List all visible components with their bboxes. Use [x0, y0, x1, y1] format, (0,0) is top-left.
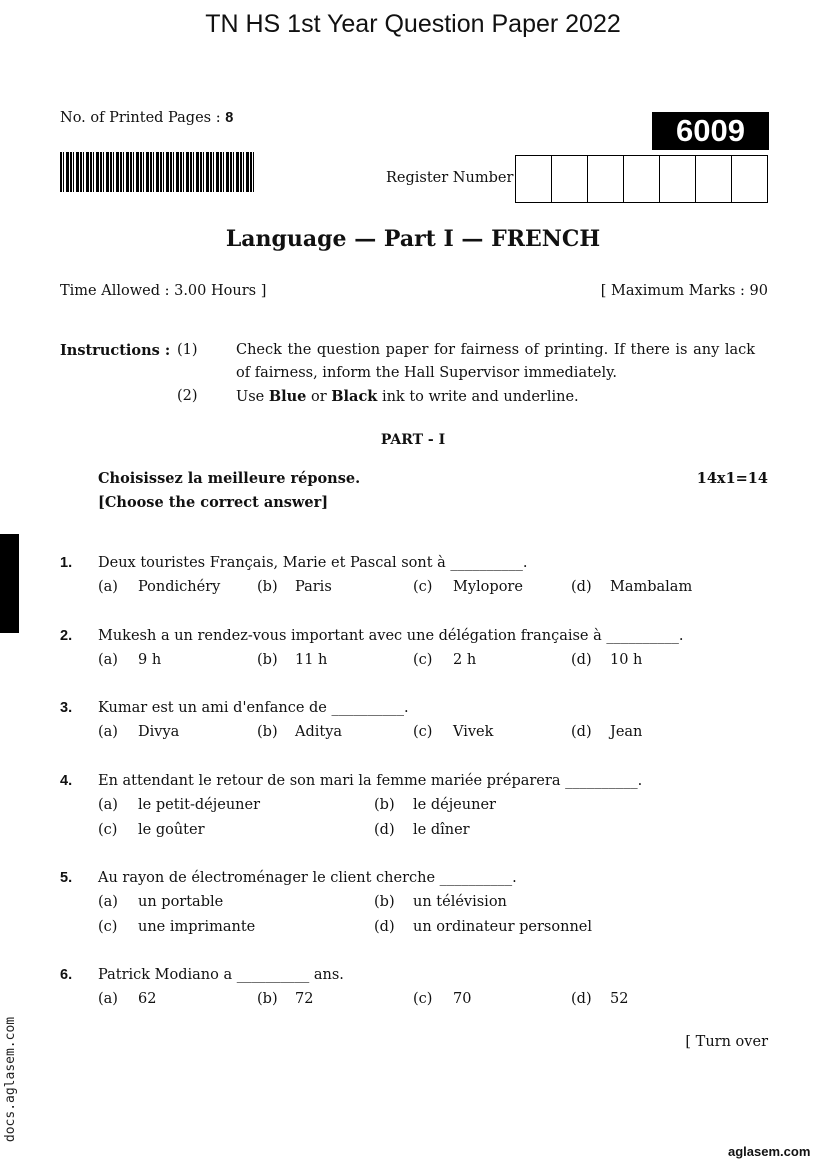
printed-pages-label: No. of Printed Pages :	[60, 110, 221, 126]
option-text: 52	[610, 991, 629, 1007]
page-title: TN HS 1st Year Question Paper 2022	[205, 10, 621, 38]
bold-black: Black	[331, 388, 378, 405]
option-label: (d)	[571, 652, 592, 668]
question-text: Mukesh a un rendez-vous important avec une délégation française à __________.	[98, 628, 684, 644]
option-text: 2 h	[453, 652, 477, 668]
footer-brand: aglasem.com	[728, 1144, 811, 1159]
option-text: le goûter	[138, 822, 205, 838]
instruction-text: Check the question paper for fairness of printing. If there is any lack	[236, 342, 756, 358]
text: Use	[236, 389, 269, 405]
register-box	[552, 156, 588, 202]
option-text: Paris	[295, 579, 332, 595]
instructions-label: Instructions :	[60, 342, 171, 359]
option-text: Pondichéry	[138, 579, 221, 595]
question-text: Patrick Modiano a __________ ans.	[98, 967, 344, 983]
option-text: le petit-déjeuner	[138, 797, 261, 813]
text: ink to write and underline.	[377, 389, 579, 405]
maximum-marks: [ Maximum Marks : 90	[600, 283, 768, 299]
question-number: 2.	[60, 628, 73, 644]
option-label: (c)	[98, 822, 118, 838]
question-text: Kumar est un ami d'enfance de __________.	[98, 700, 409, 716]
instruction-number: (2)	[177, 388, 198, 404]
option-text: le déjeuner	[413, 797, 496, 813]
register-box	[660, 156, 696, 202]
option-label: (d)	[571, 579, 592, 595]
option-text: Vivek	[453, 724, 494, 740]
option-text: Mambalam	[610, 579, 693, 595]
option-text: 70	[453, 991, 472, 1007]
option-label: (b)	[257, 579, 278, 595]
directive-french: Choisissez la meilleure réponse.	[98, 470, 361, 487]
register-box	[588, 156, 624, 202]
option-label: (b)	[374, 894, 395, 910]
option-label: (a)	[98, 991, 118, 1007]
margin-marker	[0, 534, 19, 633]
watermark: docs.aglasem.com	[3, 1016, 19, 1143]
option-text: 9 h	[138, 652, 162, 668]
option-label: (a)	[98, 724, 118, 740]
option-label: (a)	[98, 579, 118, 595]
option-label: (a)	[98, 797, 118, 813]
question-number: 4.	[60, 773, 73, 789]
option-label: (c)	[413, 991, 433, 1007]
question-number: 3.	[60, 700, 73, 716]
marks-scheme: 14x1=14	[696, 470, 768, 487]
register-box	[696, 156, 732, 202]
instruction-text	[236, 388, 579, 405]
subject-title: Language — Part I — FRENCH	[225, 226, 601, 252]
option-label: (d)	[571, 724, 592, 740]
barcode	[60, 152, 256, 192]
option-text: un ordinateur personnel	[413, 919, 592, 935]
register-number-label: Register Number	[386, 170, 514, 186]
option-text: le dîner	[413, 822, 470, 838]
question-number: 5.	[60, 870, 73, 886]
directive-english: [Choose the correct answer]	[98, 494, 329, 511]
option-text: un télévision	[413, 894, 507, 910]
option-label: (c)	[413, 724, 433, 740]
question-number: 6.	[60, 967, 73, 983]
register-box	[516, 156, 552, 202]
option-text: 11 h	[295, 652, 328, 668]
option-text: Mylopore	[453, 579, 523, 595]
option-label: (a)	[98, 894, 118, 910]
part-heading: PART - I	[380, 432, 446, 448]
printed-pages	[60, 110, 233, 126]
option-label: (c)	[413, 652, 433, 668]
option-label: (b)	[257, 652, 278, 668]
option-text: Divya	[138, 724, 180, 740]
option-label: (d)	[571, 991, 592, 1007]
option-text: Jean	[610, 724, 643, 740]
register-box	[624, 156, 660, 202]
option-label: (a)	[98, 652, 118, 668]
text: or	[306, 389, 332, 405]
option-text: un portable	[138, 894, 224, 910]
turn-over: [ Turn over	[685, 1034, 768, 1050]
printed-pages-value: 8	[225, 110, 234, 126]
time-allowed: Time Allowed : 3.00 Hours ]	[60, 283, 267, 299]
question-number: 1.	[60, 555, 73, 571]
option-label: (d)	[374, 822, 395, 838]
bold-blue: Blue	[268, 388, 307, 405]
question-text: En attendant le retour de son mari la femme mariée préparera __________.	[98, 773, 643, 789]
option-label: (d)	[374, 919, 395, 935]
paper-code: 6009	[652, 112, 769, 150]
option-label: (b)	[257, 724, 278, 740]
option-text: 72	[295, 991, 314, 1007]
option-label: (c)	[413, 579, 433, 595]
question-text: Au rayon de électroménager le client cherche __________.	[98, 870, 517, 886]
option-text: 10 h	[610, 652, 643, 668]
option-label: (b)	[374, 797, 395, 813]
register-number-boxes	[515, 155, 768, 203]
option-label: (b)	[257, 991, 278, 1007]
option-label: (c)	[98, 919, 118, 935]
option-text: une imprimante	[138, 919, 256, 935]
instruction-text: of fairness, inform the Hall Supervisor immediately.	[236, 365, 618, 381]
instruction-number: (1)	[177, 342, 198, 358]
register-box	[732, 156, 767, 202]
option-text: 62	[138, 991, 157, 1007]
option-text: Aditya	[295, 724, 343, 740]
question-text: Deux touristes Français, Marie et Pascal sont à __________.	[98, 555, 528, 571]
